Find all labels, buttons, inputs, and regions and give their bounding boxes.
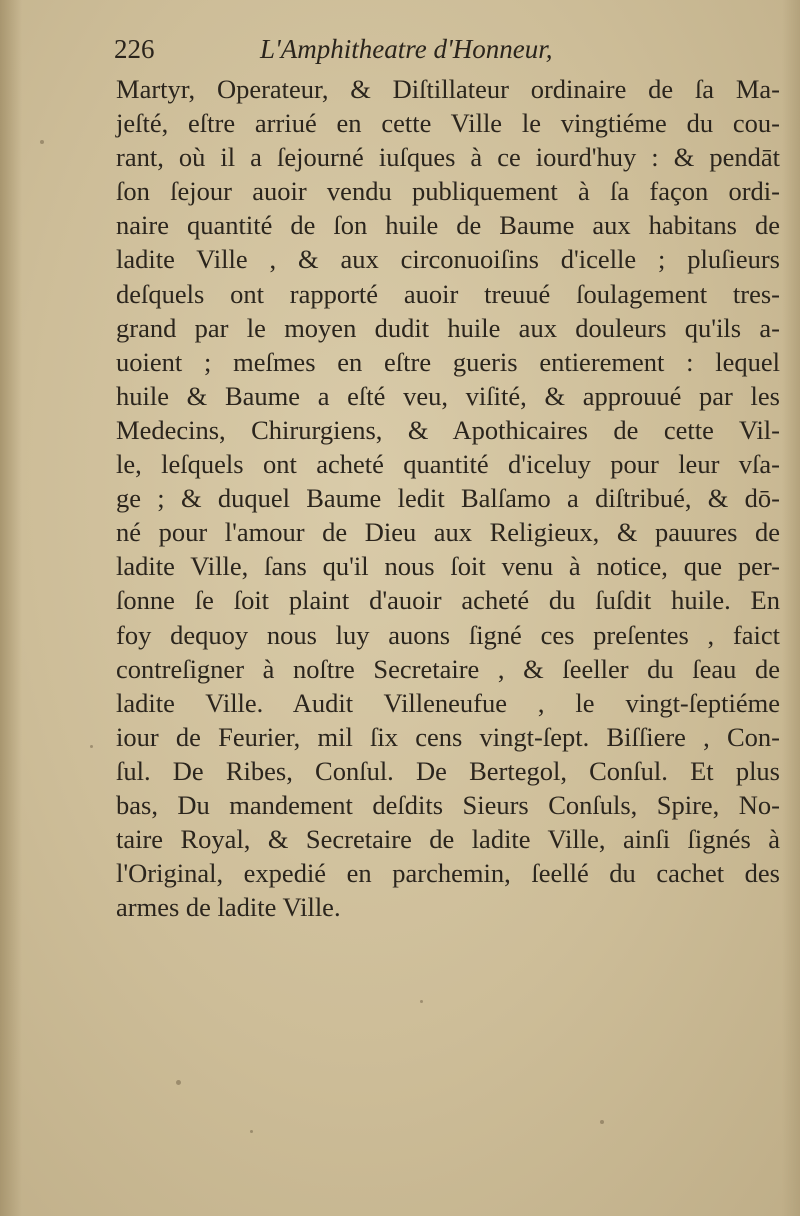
ink-speck [600, 1120, 604, 1124]
page-right-shadow [782, 0, 800, 1216]
text-line: le, leſquels ont acheté quantité d'iceluy pour leur vſa- [116, 449, 780, 480]
text-line: grand par le moyen dudit huile aux douleurs qu'ils a- [116, 312, 780, 343]
ink-speck [90, 745, 93, 748]
text-line: deſquels ont rapporté auoir treuué ſoulagement tres- [116, 278, 780, 309]
page-left-shadow [0, 0, 22, 1216]
text-line: contreſigner à noſtre Secretaire , & ſeeller du ſeau de [116, 653, 780, 684]
text-line: uoient ; meſmes en eſtre gueris entierement : lequel [116, 346, 780, 377]
text-line: ſonne ſe ſoit plaint d'auoir acheté du ſuſdit huile. En [116, 585, 780, 616]
ink-speck [176, 1080, 181, 1085]
body-text [116, 72, 780, 924]
text-line: ſul. De Ribes, Conſul. De Bertegol, Conſul. Et plus [116, 755, 780, 786]
page-number: 226 [114, 34, 155, 64]
text-line: ladite Ville. Audit Villeneufue , le vingt-ſeptiéme [116, 687, 780, 718]
ink-speck [250, 1130, 253, 1133]
text-line: l'Original, expedié en parchemin, ſeellé du cachet des [116, 858, 780, 889]
page-header [110, 34, 670, 74]
text-line: ge ; & duquel Baume ledit Balſamo a diſtribué, & dō- [116, 483, 780, 514]
text-line: taire Royal, & Secretaire de ladite Ville, ainſi ſignés à [116, 824, 780, 855]
text-line: bas, Du mandement deſdits Sieurs Conſuls, Spire, No- [116, 789, 780, 820]
text-line: ladite Ville , & aux circonuoiſins d'icelle ; pluſieurs [116, 244, 780, 275]
text-line: rant, où il a ſejourné iuſques à ce iourd'huy : & pendāt [116, 142, 780, 173]
text-line: jeſté, eſtre arriué en cette Ville le vingtiéme du cou- [116, 108, 780, 139]
text-line: naire quantité de ſon huile de Baume aux habitans de [116, 210, 780, 241]
ink-speck [420, 1000, 423, 1003]
text-line: iour de Feurier, mil ſix cens vingt-ſept. Biſſiere , Con- [116, 721, 780, 752]
text-line: foy dequoy nous luy auons ſigné ces preſentes , faict [116, 619, 780, 650]
running-title: L'Amphitheatre d'Honneur, [260, 34, 553, 64]
text-line: né pour l'amour de Dieu aux Religieux, & pauures de [116, 517, 780, 548]
text-line: armes de ladite Ville. [116, 892, 341, 923]
ink-speck [40, 140, 44, 144]
text-line: Medecins, Chirurgiens, & Apothicaires de cette Vil- [116, 414, 780, 445]
text-line: ladite Ville, ſans qu'il nous ſoit venu à notice, que per- [116, 551, 780, 582]
text-line: Martyr, Operateur, & Diſtillateur ordinaire de ſa Ma- [116, 74, 780, 104]
text-line: huile & Baume a eſté veu, viſité, & approuué par les [116, 380, 780, 411]
text-line: ſon ſejour auoir vendu publiquement à ſa façon ordi- [116, 176, 780, 207]
